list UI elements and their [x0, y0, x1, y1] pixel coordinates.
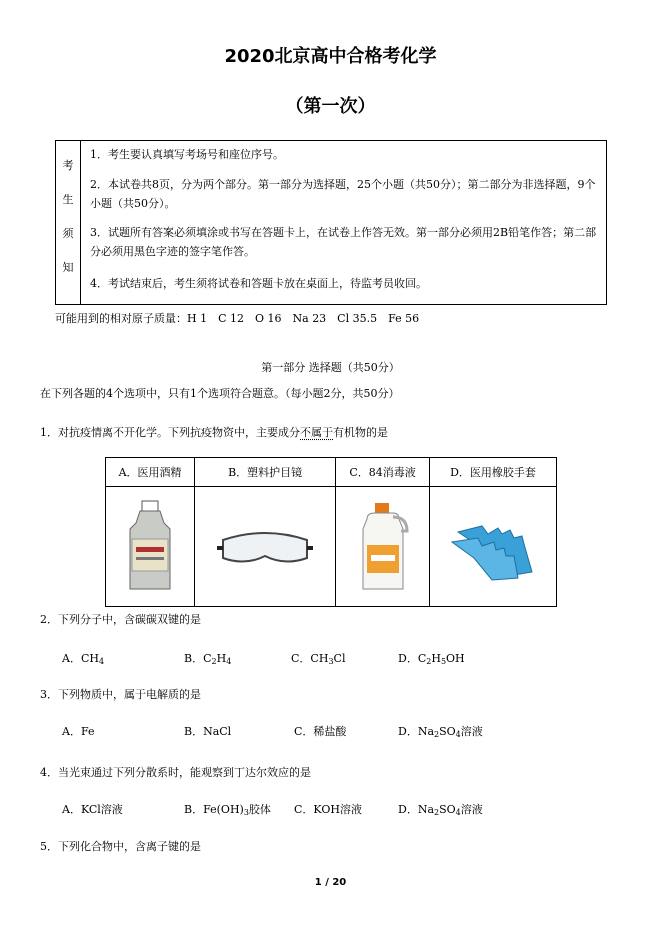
q3-stem: 3．下列物质中，属于电解质的是 — [40, 688, 201, 701]
q4-option-c[interactable]: C．KOH溶液 — [294, 803, 362, 816]
q2-option-b-sub: 2 — [211, 657, 217, 666]
q2-option-c-formula: CH — [310, 652, 329, 665]
q2-option-a-formula: CH — [80, 652, 99, 665]
q4-option-b[interactable] — [184, 801, 271, 817]
q1-stem-post: 有机物的是 — [333, 426, 388, 439]
q1-image-c-cell — [336, 487, 430, 607]
q2-option-a-sub: 4 — [98, 657, 105, 666]
q2-option-d-sub: 2 — [426, 657, 432, 666]
q4-option-b-label: B． — [184, 803, 204, 816]
q2-option-d-formula: OH — [446, 652, 465, 665]
q2-option-b-formula: C — [203, 652, 212, 665]
q4-option-d-formula: SO — [439, 803, 456, 816]
q2-option-b[interactable] — [184, 650, 231, 666]
q4-option-d-label: D． — [398, 803, 418, 816]
q2-option-c-formula: Cl — [333, 652, 346, 665]
q2-option-d-label: D． — [398, 652, 418, 665]
notice-item: 3．试题所有答案必须填涂或书写在答题卡上，在试卷上作答无效。第一部分必须用2B铅笔作答；第二部分必须用黑色字迹的签字笔作答。 — [90, 226, 597, 258]
q1-image-a-cell — [106, 487, 195, 607]
q1-option-a[interactable]: A．医用酒精 — [106, 458, 195, 487]
q3-option-d-sub: 2 — [434, 730, 440, 739]
q3-option-d-label: D． — [398, 725, 418, 738]
q4-option-b-text: 胶体 — [248, 803, 271, 816]
alcohol-bottle-icon — [120, 499, 180, 594]
q4-option-d-sub: 4 — [455, 808, 461, 817]
q2-option-a[interactable] — [62, 650, 104, 666]
q1-option-d[interactable]: D．医用橡胶手套 — [430, 458, 557, 487]
q4-option-b-sub: 3 — [243, 808, 249, 817]
q3-option-d[interactable] — [398, 723, 483, 739]
disinfectant-bottle-icon — [353, 499, 413, 594]
q1-image-b-cell — [195, 487, 336, 607]
q1-option-c[interactable]: C．84消毒液 — [336, 458, 430, 487]
gloves-icon — [448, 512, 538, 582]
q2-option-b-label: B． — [184, 652, 204, 665]
q3-option-d-formula: SO — [439, 725, 456, 738]
q4-option-d[interactable] — [398, 801, 483, 817]
notice-side-label — [56, 141, 81, 304]
q2-option-c-label: C． — [291, 652, 311, 665]
q2-option-d-formula: H — [431, 652, 441, 665]
goggles-icon — [215, 522, 315, 572]
q1-option-b[interactable]: B．塑料护目镜 — [195, 458, 336, 487]
notice-item: 2．本试卷共8页，分为两个部分。第一部分为选择题，25个小题（共50分）；第二部分为非选择题，9个小题（共50分）。 — [90, 178, 596, 210]
q2-option-b-sub: 4 — [226, 657, 232, 666]
side-char: 考 — [62, 159, 74, 172]
q4-option-a[interactable]: A．KCl溶液 — [62, 803, 123, 816]
notice-item: 4．考试结束后，考生须将试卷和答题卡放在桌面上，待监考员收回。 — [90, 277, 427, 290]
q2-option-a-label: A． — [62, 652, 81, 665]
page-title: 2020北京高中合格考化学 — [224, 46, 437, 67]
q3-option-d-sub: 4 — [455, 730, 461, 739]
q2-option-c[interactable] — [291, 650, 345, 666]
q4-option-d-formula: Na — [417, 803, 435, 816]
side-char: 生 — [62, 193, 74, 206]
page-subtitle: （第一次） — [285, 96, 376, 117]
q1-stem-emph: 不属于 — [300, 426, 333, 439]
side-char: 知 — [62, 261, 74, 274]
q1-stem-pre: 1．对抗疫情离不开化学。下列抗疫物资中，主要成分 — [40, 426, 300, 439]
q3-option-a[interactable]: A．Fe — [62, 725, 95, 738]
q3-option-b[interactable]: B．NaCl — [184, 725, 232, 738]
part1-title: 第一部分 选择题（共50分） — [261, 361, 400, 374]
q2-option-d[interactable] — [398, 650, 465, 666]
q4-option-d-text: 溶液 — [460, 803, 483, 816]
q4-option-d-sub: 2 — [434, 808, 440, 817]
q3-option-d-text: 溶液 — [460, 725, 483, 738]
q2-option-d-formula: C — [417, 652, 427, 665]
q1-image-d-cell — [430, 487, 557, 607]
q2-stem: 2．下列分子中，含碳碳双键的是 — [40, 613, 201, 626]
page-number: 1 / 20 — [314, 877, 347, 888]
atomic-masses: 可能用到的相对原子质量：H 1 C 12 O 16 Na 23 Cl 35.5 Fe 56 — [55, 312, 420, 325]
q1-stem — [40, 424, 388, 440]
q2-option-c-sub: 3 — [328, 657, 334, 666]
q2-option-d-sub: 5 — [440, 657, 447, 666]
q3-option-d-formula: Na — [417, 725, 435, 738]
q1-options-table — [105, 457, 557, 607]
side-char: 须 — [62, 227, 74, 240]
exam-notice-box — [55, 140, 607, 305]
part1-instruction: 在下列各题的4个选项中，只有1个选项符合题意。（每小题2分，共50分） — [40, 387, 400, 400]
notice-item: 1．考生要认真填写考场号和座位序号。 — [90, 148, 284, 161]
q4-option-b-formula: Fe(OH) — [203, 803, 244, 816]
q5-stem: 5．下列化合物中，含离子键的是 — [40, 840, 201, 853]
q4-stem: 4．当光束通过下列分散系时，能观察到丁达尔效应的是 — [40, 766, 311, 779]
q3-option-c[interactable]: C．稀盐酸 — [294, 725, 347, 738]
q2-option-b-formula: H — [216, 652, 227, 665]
